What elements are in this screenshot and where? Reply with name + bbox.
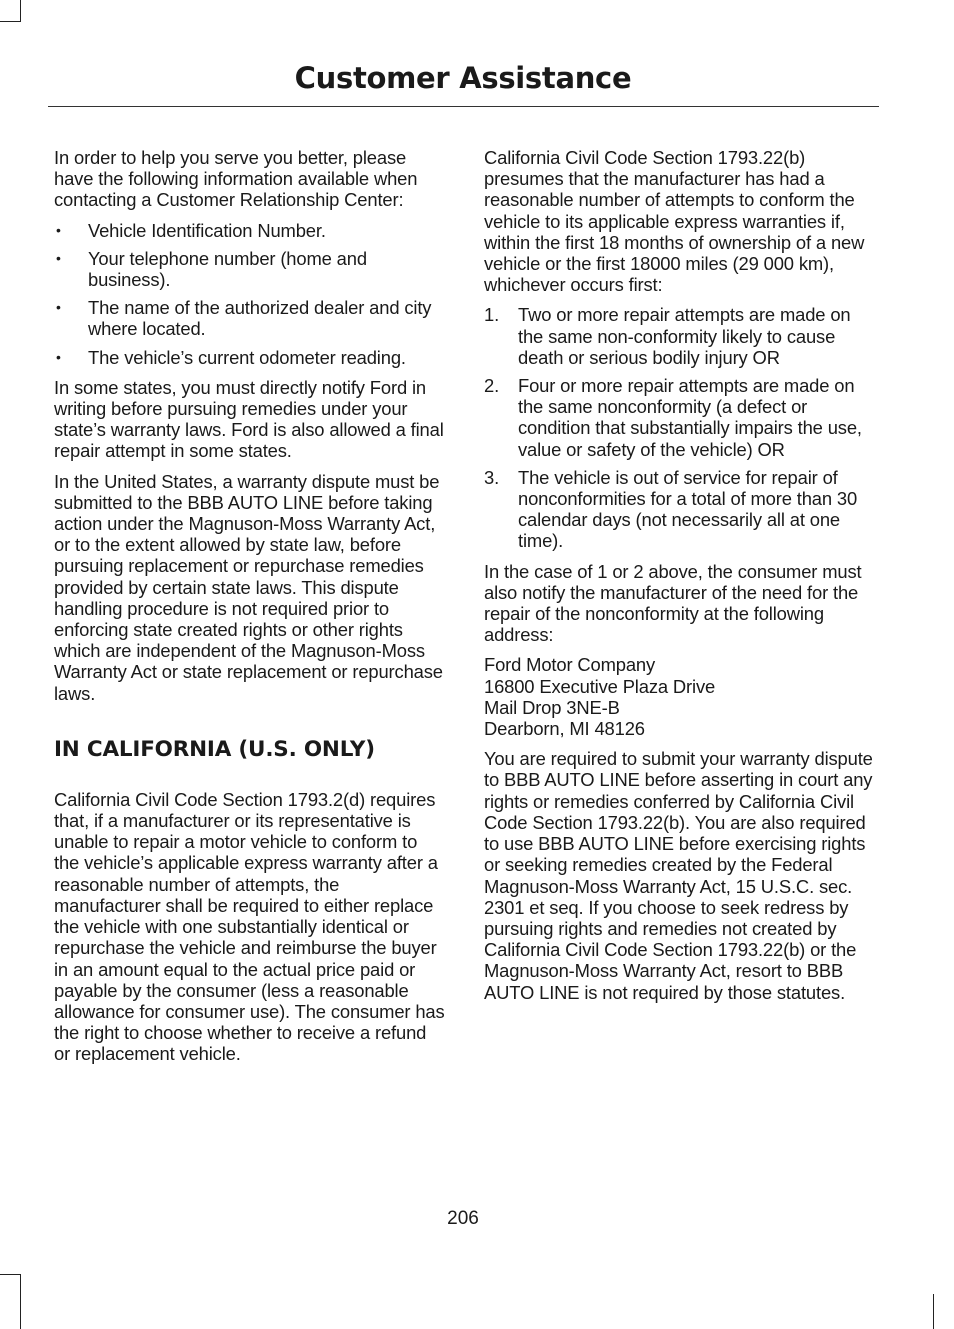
list-item-text: Your telephone number (home and business). (88, 247, 367, 291)
crop-mark (20, 1274, 21, 1329)
list-item-text: Vehicle Identification Number. (88, 219, 326, 241)
bullet-marker: • (56, 249, 61, 266)
page-number: 206 (447, 1208, 479, 1229)
list-number: 1. (484, 304, 500, 326)
california-paragraph: California Civil Code Section 1793.2(d) requires that, if a manufacturer or its representative is unable to repair a motor vehicle to conform to the vehicle’s applicable express warranty after a reasonable number of attempts, the manufacturer shall be required to either replace the vehicle with one substantially identical or repurchase the vehicle and reimburse the buyer in an amount equal to the actual price paid or payable by the consumer (less a reasonable allowance for consumer use). The consumer has the right to choose whether to receive a refund or replacement vehicle. (54, 788, 445, 1065)
list-item (54, 220, 446, 241)
bullet-marker: • (56, 348, 61, 365)
list-item-text: Four or more repair attempts are made on the same nonconformity (a defect or condition that substantially impairs the use, value or safety of the vehicle) OR (518, 375, 862, 460)
us-dispute-paragraph: In the United States, a warranty dispute must be submitted to the BBB AUTO LINE before taking action under the Magnuson-Moss Warranty Act, or to the extent allowed by state law, before pursuing replacement or repurchase remedies provided by certain state laws. This dispute handling procedure is not required prior to enforcing state created rights or other rights which are independent of the Magnuson-Moss Warranty Act or state replacement or repurchase laws. (54, 470, 443, 704)
bullet-marker: • (56, 221, 61, 238)
crop-mark (0, 1274, 20, 1275)
mailing-address (484, 654, 876, 739)
list-item-text: The name of the authorized dealer and city where located. (88, 297, 432, 340)
bullet-marker: • (56, 299, 61, 316)
address-city: Dearborn, MI 48126 (484, 718, 645, 740)
presumes-paragraph: California Civil Code Section 1793.22(b) presumes that the manufacturer has had a reasonable number of attempts to conform the vehicle to its applicable express warranties if, within the first 18 months of ownership of a new vehicle or the first 18000 miles (29 000 km), whichever occurs first: (484, 147, 865, 296)
list-item-text: The vehicle is out of service for repair of nonconformities for a total of more than 30 calendar days (not necessarily all at one time). (518, 466, 858, 552)
list-number: 3. (484, 466, 500, 488)
states-paragraph: In some states, you must directly notify Ford in writing before pursuing remedies under your state’s warranty laws. Ford is also allowed a final repair attempt in some states. (54, 376, 444, 462)
crop-mark (0, 21, 20, 22)
header-rule (48, 106, 879, 107)
list-item (54, 347, 446, 368)
left-column (54, 147, 446, 1074)
notify-paragraph: In the case of 1 or 2 above, the consumer must also notify the manufacturer of the need for the repair of the nonconformity at the following address: (484, 560, 862, 646)
list-number: 2. (484, 375, 500, 397)
bbb-requirement-paragraph: You are required to submit your warranty dispute to BBB AUTO LINE before asserting in court any rights or remedies conferred by California Civil Code Section 1793.22(b). You are also required to use BBB AUTO LINE before exercising rights or seeking remedies created by the Federal Magnuson-Moss Warranty Act, 15 U.S.C. sec. 2301 et seq. If you choose to seek redress by pursuing rights and remedies not created by California Civil Code Section 1793.22(b) or the Magnuson-Moss Warranty Act, resort to BBB AUTO LINE is not required by those statutes. (484, 748, 873, 1003)
list-item (484, 467, 876, 552)
list-item (54, 248, 446, 290)
california-heading: IN CALIFORNIA (U.S. ONLY) (54, 736, 375, 762)
address-mail-drop: Mail Drop 3NE-B (484, 696, 620, 718)
address-street: 16800 Executive Plaza Drive (484, 675, 716, 697)
crop-mark (20, 0, 21, 22)
crop-mark (933, 1294, 934, 1329)
list-item (484, 375, 876, 460)
conditions-numbered-list (484, 304, 876, 551)
page-title: Customer Assistance (294, 61, 632, 95)
list-item-text: The vehicle’s current odometer reading. (88, 346, 406, 368)
list-item (54, 297, 446, 339)
list-item-text: Two or more repair attempts are made on the same non-conformity likely to cause death or serious bodily injury OR (518, 304, 851, 368)
right-column (484, 147, 876, 1012)
list-item (484, 304, 876, 368)
info-bullet-list (54, 220, 446, 368)
intro-paragraph: In order to help you serve you better, please have the following information available when contacting a Customer Relationship Center: (54, 147, 418, 211)
address-company: Ford Motor Company (484, 654, 656, 676)
